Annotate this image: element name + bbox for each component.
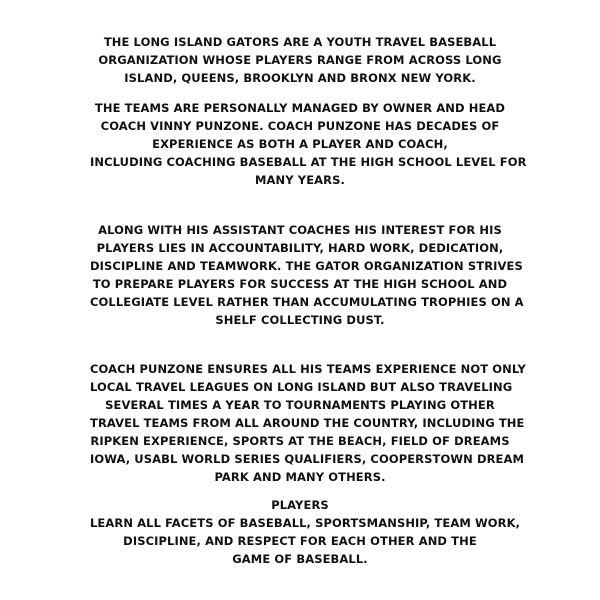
text-line: TO PREPARE PLAYERS FOR SUCCESS AT THE HIGH SCHOOL AND [92,277,508,291]
text-line: DISCIPLINE AND TEAMWORK. THE GATOR ORGANIZATION STRIVES [90,259,523,273]
text-line: GAME OF BASEBALL. [232,552,368,566]
text-line: INCLUDING COACHING BASEBALL AT THE HIGH SCHOOL LEVEL FOR [90,155,527,169]
section-heading-players: PLAYERS [271,498,329,512]
text-line: COACH PUNZONE ENSURES ALL HIS TEAMS EXPERIENCE NOT ONLY [90,362,526,376]
text-line: COACH VINNY PUNZONE. COACH PUNZONE HAS DECADES OF [100,119,500,133]
paragraph-players [90,496,521,568]
text-line: DISCIPLINE, AND RESPECT FOR EACH OTHER AND THE [123,534,477,548]
text-line: MANY YEARS. [255,173,345,187]
text-line: ISLAND, QUEENS, BROOKLYN AND BRONX NEW YORK. [124,71,476,85]
text-line: COLLEGIATE LEVEL RATHER THAN ACCUMULATING TROPHIES ON A [90,295,524,309]
text-line: LOCAL TRAVEL LEAGUES ON LONG ISLAND BUT ALSO TRAVELING [90,380,513,394]
text-line: ALONG WITH HIS ASSISTANT COACHES HIS INTEREST FOR HIS [98,223,502,237]
text-line: IOWA, USABL WORLD SERIES QUALIFIERS, COOPERSTOWN DREAM [90,452,525,466]
paragraph-organization-intro [90,33,510,87]
text-line: EXPERIENCE AS BOTH A PLAYER AND COACH, [152,137,448,151]
text-line: TRAVEL TEAMS FROM ALL AROUND THE COUNTRY, INCLUDING THE [90,416,525,430]
paragraph-tournaments [90,360,526,486]
text-line: ORGANIZATION WHOSE PLAYERS RANGE FROM ACROSS LONG [98,53,502,67]
text-line: RIPKEN EXPERIENCE, SPORTS AT THE BEACH, FIELD OF DREAMS [90,434,510,448]
text-line: SHELF COLLECTING DUST. [215,313,385,327]
paragraph-coaching-values [90,221,524,329]
text-line: LEARN ALL FACETS OF BASEBALL, SPORTSMANSHIP, TEAM WORK, [90,516,521,530]
text-line: THE TEAMS ARE PERSONALLY MANAGED BY OWNER AND HEAD [94,101,506,115]
text-line: SEVERAL TIMES A YEAR TO TOURNAMENTS PLAYING OTHER [105,398,495,412]
text-line: PLAYERS LIES IN ACCOUNTABILITY, HARD WORK, DEDICATION, [96,241,504,255]
text-line: THE LONG ISLAND GATORS ARE A YOUTH TRAVEL BASEBALL [103,35,497,49]
text-line: PARK AND MANY OTHERS. [214,470,386,484]
paragraph-head-coach [90,99,527,189]
